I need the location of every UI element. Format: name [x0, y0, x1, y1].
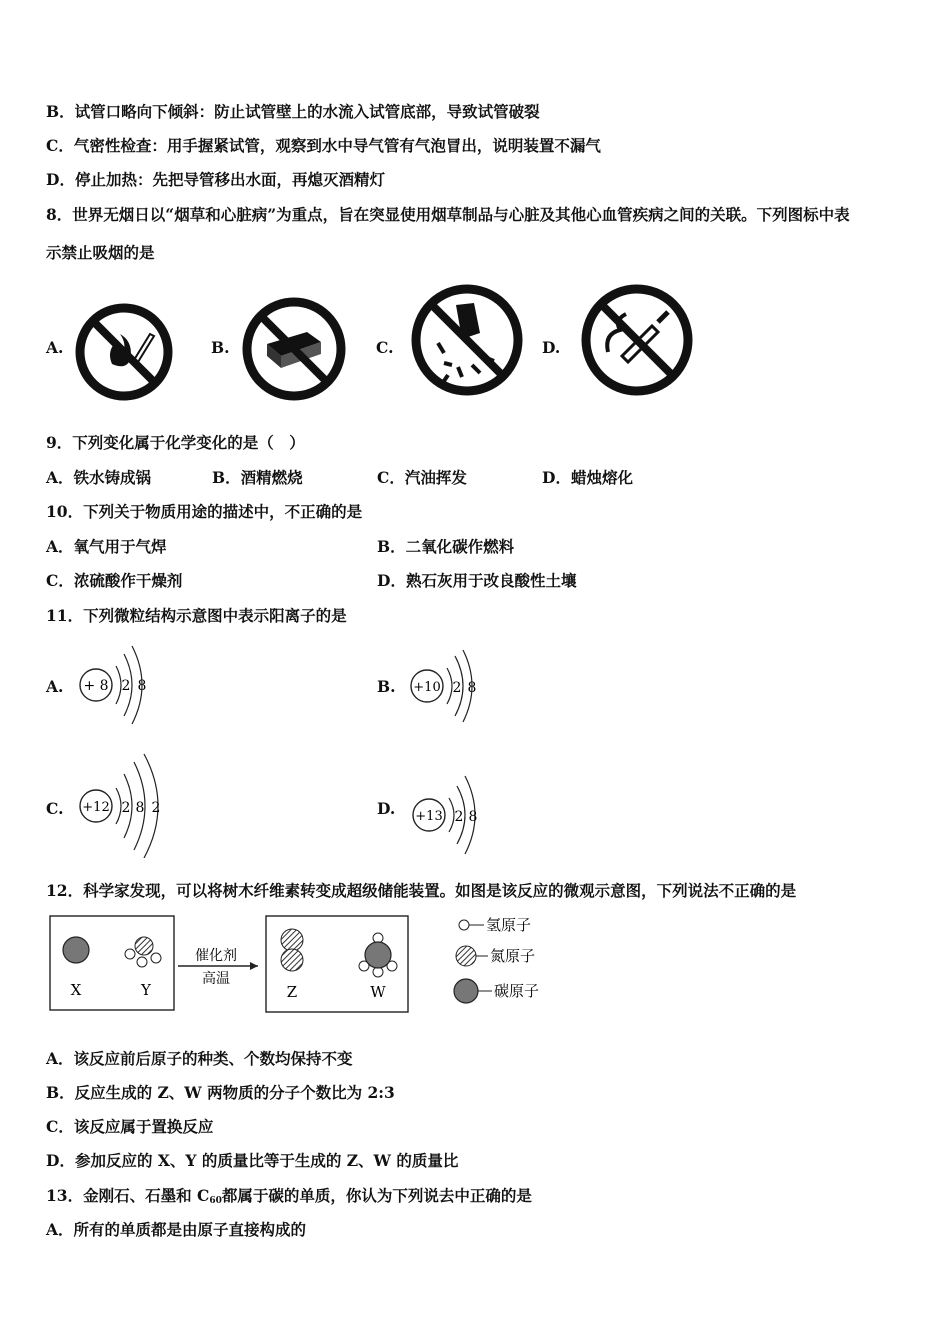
q11-c-shell-1: 2 [121, 800, 131, 816]
q10-option-a: A．氧气用于气焊 [46, 537, 167, 556]
q11-stem: 11．下列微粒结构示意图中表示阳离子的是 [46, 606, 347, 625]
q11-option-b-label: B. [377, 677, 396, 696]
q11-d-shell-1: 2 [454, 809, 464, 825]
q9-stem: 9．下列变化属于化学变化的是（ ） [46, 433, 305, 452]
q7-option-c: C．气密性检查：用手握紧试管，观察到水中导气管有气泡冒出，说明装置不漏气 [46, 136, 601, 155]
no-fireworks-icon [408, 283, 526, 397]
q11-d-nucleus: +13 [415, 809, 443, 824]
q9-option-d: D．蜡烛熔化 [542, 468, 633, 487]
q10-option-d: D．熟石灰用于改良酸性土壤 [377, 571, 577, 590]
q12-stem: 12．科学家发现，可以将树木纤维素转变成超级储能装置。如图是该反应的微观示意图，下列说法不正确的是 [46, 881, 797, 900]
q11-a-nucleus: + 8 [83, 678, 109, 694]
no-smoking-icon [578, 282, 696, 398]
q9-option-a: A．铁水铸成锅 [46, 468, 152, 487]
legend-hydrogen: 氢原子 [486, 916, 532, 934]
q12-option-a: A．该反应前后原子的种类、个数均保持不变 [46, 1049, 353, 1068]
q7-option-b: B．试管口略向下倾斜：防止试管壁上的水流入试管底部，导致试管破裂 [46, 102, 540, 121]
q9-option-b: B．酒精燃烧 [212, 468, 303, 487]
condition-high-temp: 高温 [202, 971, 230, 987]
q11-d-shell-2: 8 [468, 809, 478, 825]
product-w-label: W [370, 983, 386, 1001]
q11-atom-diagram-a [76, 642, 156, 726]
q12-option-b: B．反应生成的 Z、W 两物质的分子个数比为 2:3 [46, 1083, 395, 1102]
q8-option-a-label: A. [46, 338, 64, 357]
q11-option-a-label: A. [46, 677, 64, 696]
no-fireworks-box-icon [241, 296, 347, 402]
q13-stem-pre: 13．金刚石、石墨和 C [46, 1186, 210, 1205]
q13-stem [46, 1186, 532, 1211]
legend-carbon: 碳原子 [494, 982, 540, 1000]
q11-c-shell-3: 2 [151, 800, 161, 816]
q11-b-nucleus: +10 [413, 680, 441, 695]
q7-option-d: D．停止加热：先把导管移出水面，再熄灭酒精灯 [46, 170, 385, 189]
q11-b-shell-1: 2 [452, 680, 462, 696]
legend-carbon-symbol [454, 979, 478, 1003]
q13-stem-post: 都属于碳的单质，你认为下列说去中正确的是 [221, 1186, 532, 1205]
legend-hydrogen-symbol [459, 920, 469, 930]
q8-option-d-label: D. [542, 338, 561, 357]
reactant-x-label: X [70, 981, 82, 999]
q11-c-nucleus: +12 [82, 800, 110, 815]
q13-stem-subscript: 60 [209, 1196, 222, 1206]
q11-c-shell-2: 8 [135, 800, 145, 816]
q11-option-d-label: D. [377, 799, 396, 818]
q10-option-b: B．二氧化碳作燃料 [377, 537, 515, 556]
w-carbon-atom [365, 942, 391, 968]
q13-option-a: A．所有的单质都是由原子直接构成的 [46, 1220, 307, 1239]
q8-stem-line1: 8．世界无烟日以“烟草和心脏病”为重点，旨在突显使用烟草制品与心脏及其他心血管疾病之间的关联。下列图标中表 [46, 205, 850, 224]
q12-option-c: C．该反应属于置换反应 [46, 1117, 214, 1136]
product-z-label: Z [286, 983, 298, 1001]
q11-a-shell-1: 2 [121, 678, 131, 694]
y-nitrogen-atom [135, 937, 153, 955]
reactant-y-label: Y [141, 981, 151, 999]
legend-nitrogen: 氮原子 [490, 947, 536, 965]
z-nitrogen-atom-1 [281, 929, 303, 951]
q12-reaction-diagram [46, 908, 566, 1018]
q11-option-c-label: C. [46, 799, 64, 818]
q9-option-c: C．汽油挥发 [377, 468, 467, 487]
q8-option-c-label: C. [376, 338, 394, 357]
condition-catalyst: 催化剂 [195, 948, 237, 964]
z-nitrogen-atom-2 [281, 949, 303, 971]
q12-option-d: D．参加反应的 X、Y 的质量比等于生成的 Z、W 的质量比 [46, 1151, 459, 1170]
q11-atom-diagram-d [407, 772, 487, 858]
q8-option-b-label: B. [211, 338, 230, 357]
q11-atom-diagram-b [407, 648, 487, 724]
q10-stem: 10．下列关于物质用途的描述中，不正确的是 [46, 502, 363, 521]
legend-nitrogen-symbol [456, 946, 476, 966]
x-carbon-atom [63, 937, 89, 963]
q11-atom-diagram-c [76, 752, 172, 858]
no-open-flame-icon [74, 302, 174, 402]
q11-a-shell-2: 8 [137, 678, 147, 694]
q11-b-shell-2: 8 [467, 680, 477, 696]
q8-stem-line2: 示禁止吸烟的是 [46, 243, 155, 262]
q10-option-c: C．浓硫酸作干燥剂 [46, 571, 183, 590]
